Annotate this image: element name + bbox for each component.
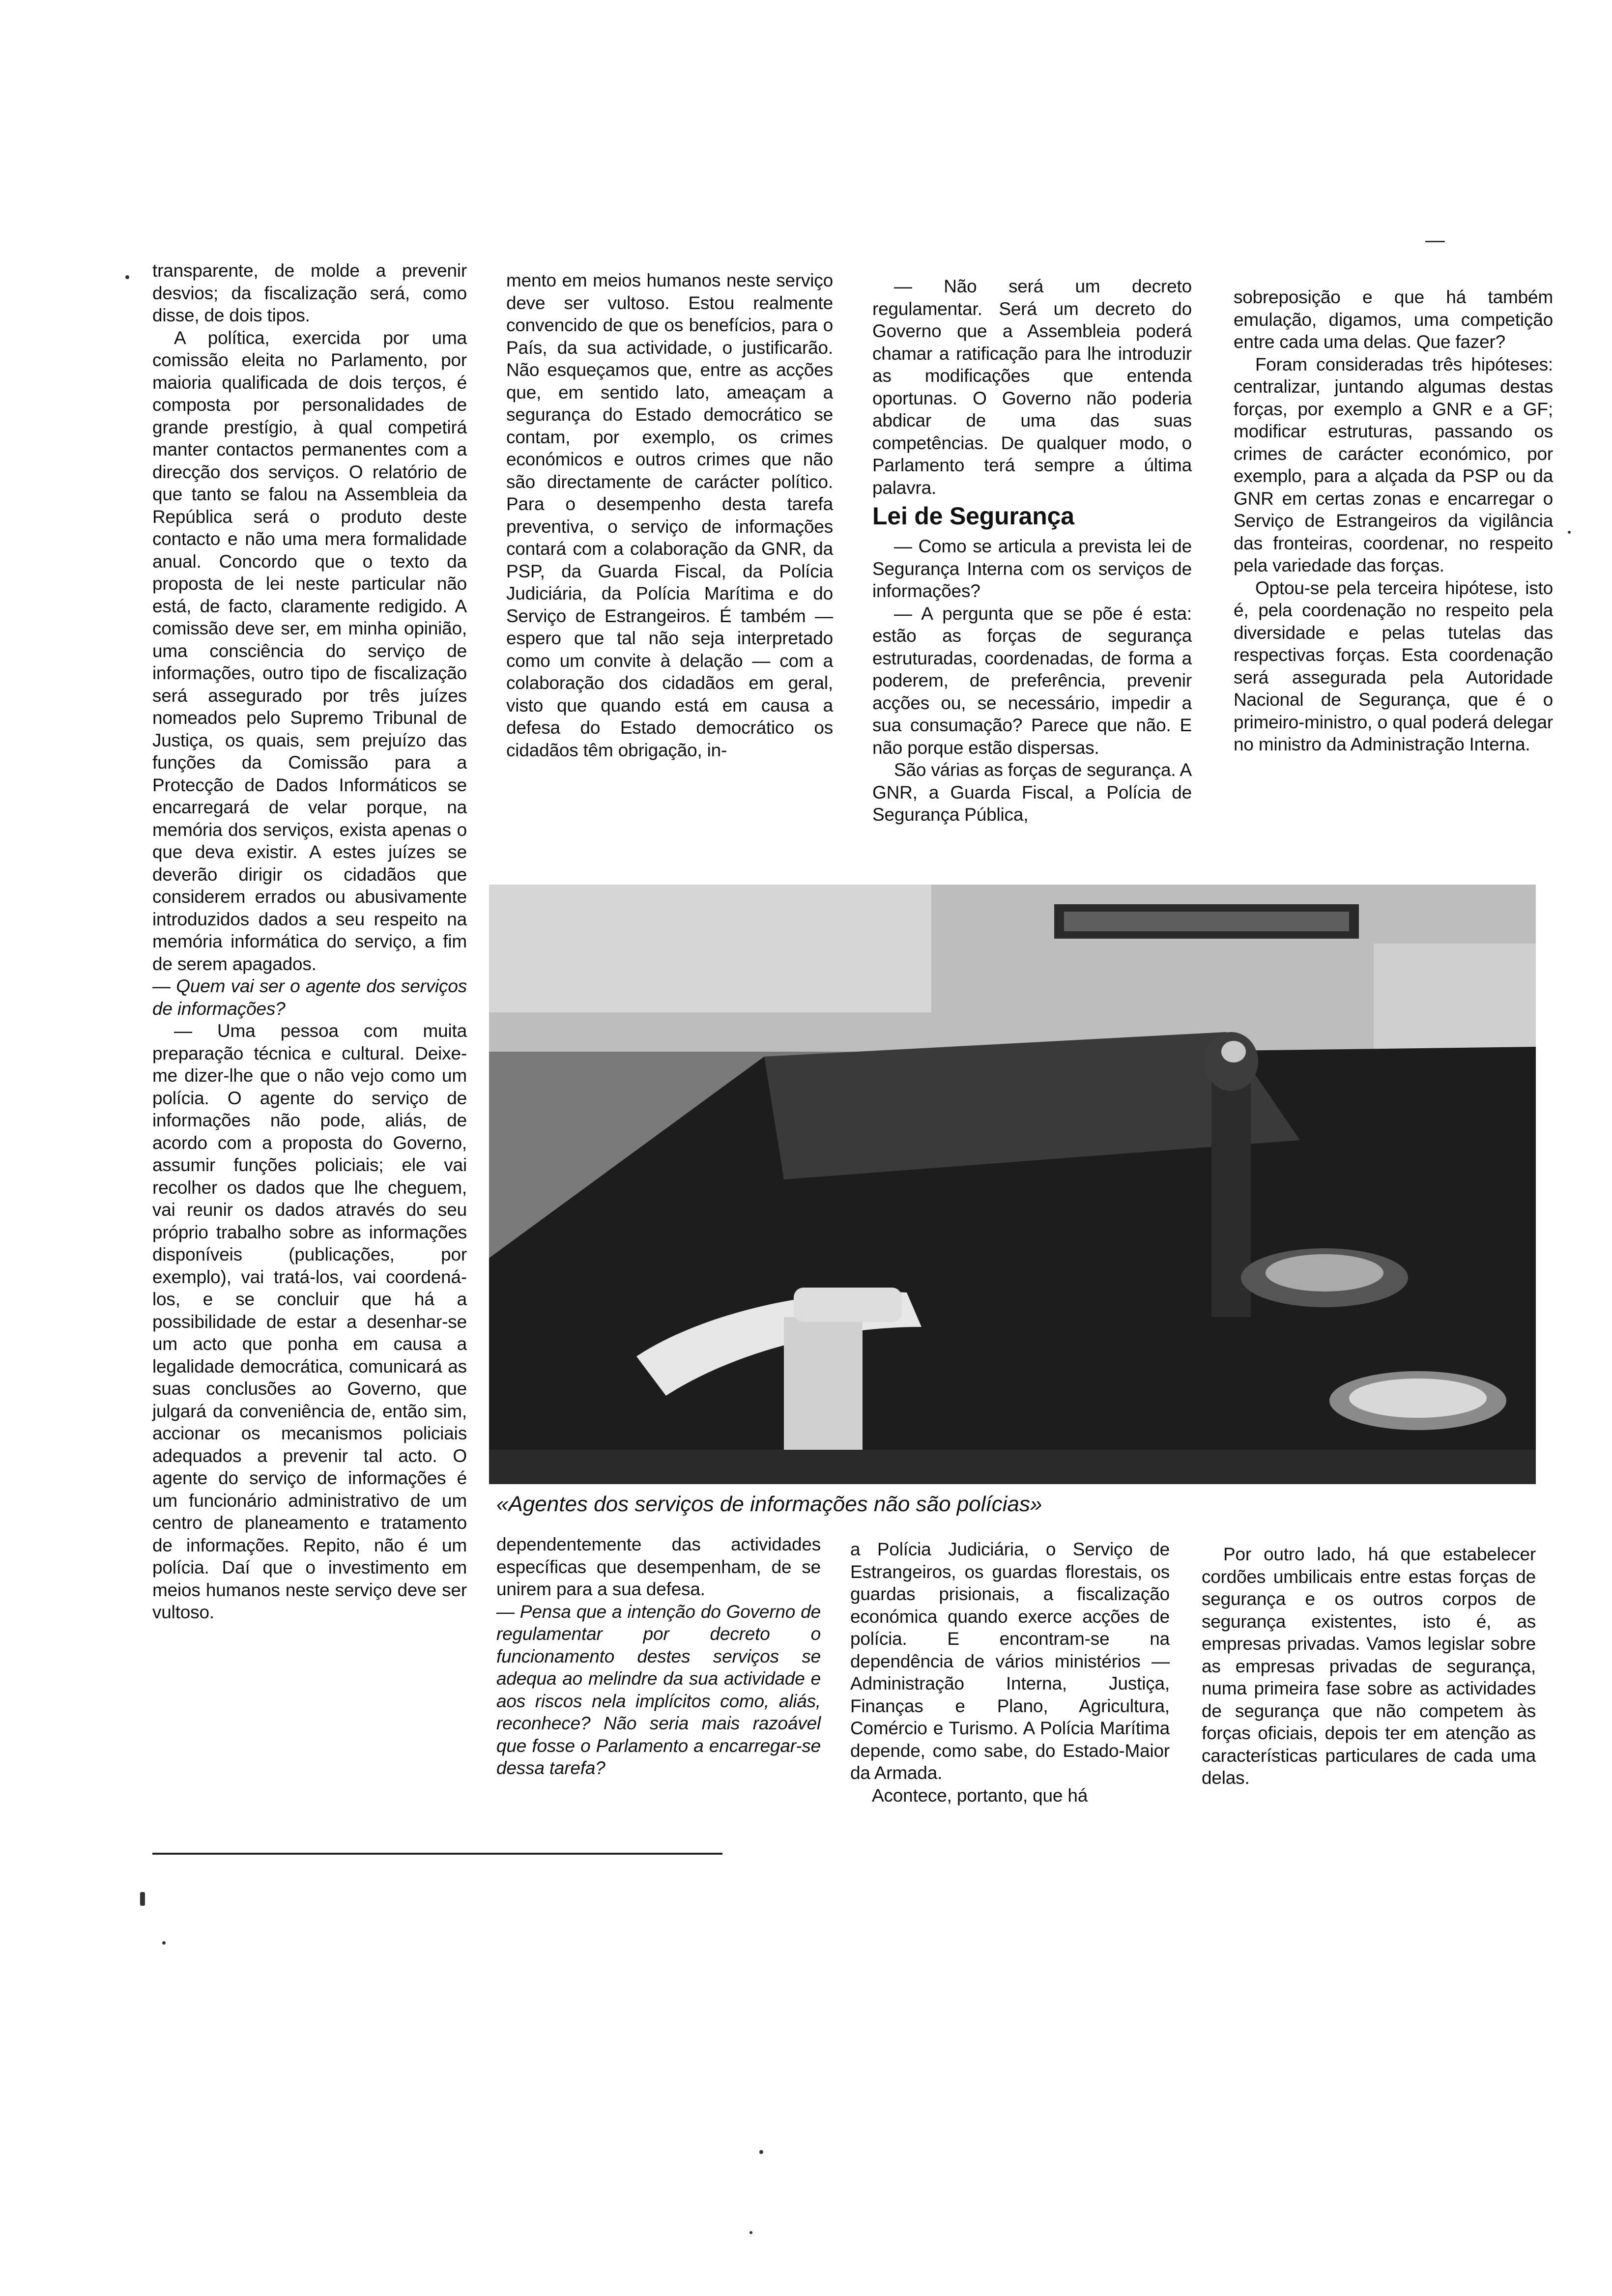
page-divider (152, 1853, 722, 1855)
scan-speck (1568, 531, 1571, 534)
article-paragraph: — Uma pessoa com muita preparação técnica e cultural. Deixe-me dizer-lhe que o não vejo como um polícia. O agente do serviço de informações não pode, aliás, de acordo com a proposta do Governo, assumir funções policiais; ele vai recolher os dados que lhe cheguem, vai reunir os dados através do seu próprio trabalho sobre as informações disponíveis (publicações, por exemplo), vai tratá-los, vai coordená-los, e se concluir que há a possibilidade de estar a desenhar-se um acto que ponha em causa a legalidade democrática, comunicará as suas conclusões ao Governo, que julgará da conveniência de, então sim, accionar os mecanismos policiais adequados a prevenir tal acto. O agente do serviço de informações é um funcionário administrativo de um centro de planeamento e tratamento de informações. Repito, não é um polícia. Daí que o investimento em meios humanos neste serviço deve ser vultoso. (152, 1021, 467, 1622)
interview-question: — Quem vai ser o agente dos serviços de informações? (152, 976, 467, 1019)
scan-speck (162, 1941, 166, 1945)
photo-scene (489, 885, 1536, 1484)
article-column-4 (1234, 286, 1553, 756)
article-column-3 (872, 275, 1192, 826)
article-photo (489, 885, 1536, 1484)
article-paragraph: Foram consideradas três hipóteses: centralizar, juntando algumas destas forças, por exemplo a GNR e a GF; modificar estruturas, passando os crimes de carácter económico, por exemplo, para a alçada da PSP ou da GNR em certas zonas e encarregar o Serviço de Estrangeiros da vigilância das fronteiras, coordenar, no respeito pela variedade das forças. (1234, 354, 1553, 575)
article-paragraph: A política, exercida por uma comissão eleita no Parlamento, por maioria qualificada de dois terços, é composta por personalidades de grande prestígio, à qual competirá manter contactos permanentes com a direcção dos serviços. O relatório de que tanto se falou na Assembleia da República será o produto deste contacto e não uma mera formalidade anual. Concordo que o texto da proposta de lei neste particular não está, de facto, claramente redigido. A comissão deve ser, em minha opinião, uma consciência do serviço de informações, outro tipo de fiscalização será assegurado por três juízes nomeados pelo Supremo Tribunal de Justiça, os quais, sem prejuízo das funções da Comissão para a Protecção de Dados Informáticos se encarregará de velar porque, na memória dos serviços, exista apenas o que deva existir. A estes juízes se deverão dirigir os cidadãos que considerem errados ou abusivamente introduzidos dados a seu respeito na memória informática do serviço, a fim de serem apagados. (152, 327, 467, 974)
article-paragraph: dependentemente das actividades específicas que desempenham, de se unirem para a sua defesa. (496, 1534, 821, 1599)
article-paragraph: Por outro lado, há que estabelecer cordões umbilicais entre estas forças de segurança e os outros corpos de segurança existentes, isto é, as empresas privadas. Vamos legislar sobre as empresas privadas de segurança, numa primeira fase sobre as actividades de segurança que não competem às forças oficiais, depois ter em atenção as características particulares de cada uma delas. (1202, 1544, 1536, 1788)
article-column-6 (850, 1538, 1170, 1807)
article-column-2 (506, 269, 833, 761)
article-paragraph: Acontece, portanto, que há (872, 1785, 1088, 1806)
article-paragraph: — Não será um decreto regulamentar. Será um decreto do Governo que a Assembleia poderá chamar a ratificação para lhe introduzir as modificações que entenda oportunas. O Governo não poderia abdicar de uma das suas competências. De qualquer modo, o Parlamento terá sempre a última palavra. (872, 276, 1192, 498)
scan-speck (1425, 241, 1445, 242)
article-paragraph: São várias as forças de segurança. A GNR, a Guarda Fiscal, a Polícia de Segurança Pública, (872, 760, 1192, 825)
article-column-7 (1202, 1543, 1536, 1789)
scan-speck (749, 2231, 752, 2234)
article-paragraph: a Polícia Judiciária, o Serviço de Estrangeiros, os guardas florestais, os guardas prisionais, a fiscalização económica quando exerce acções de polícia. E encontram-se na dependência de vários ministérios — Administração Interna, Justiça, Finanças e Plano, Agricultura, Comércio e Turismo. A Polícia Marítima depende, como sabe, do Estado-Maior da Armada. (850, 1539, 1170, 1783)
photo-caption: «Agentes dos serviços de informações não são polícias» (496, 1492, 1042, 1516)
article-paragraph: sobreposição e que há também emulação, digamos, uma competição entre cada uma delas. Que fazer? (1234, 287, 1553, 352)
article-paragraph: Optou-se pela terceira hipótese, isto é, pela coordenação no respeito pela diversidade e pelas tutelas das respectivas forças. Esta coordenação será assegurada pela Autoridade Nacional de Segurança, que é o primeiro-ministro, o qual poderá delegar no ministro da Administração Interna. (1234, 577, 1553, 754)
scan-speck (759, 2150, 763, 2154)
section-heading: Lei de Segurança (872, 502, 1074, 530)
article-paragraph: transparente, de molde a prevenir desvios; da fiscalização será, como disse, de dois tipos. (152, 260, 467, 325)
article-paragraph: mento em meios humanos neste serviço deve ser vultoso. Estou realmente convencido de que os benefícios, para o País, da sua actividade, o justificarão. Não esqueçamos que, entre as acções que, em sentido lato, ameaçam a segurança do Estado democrático se contam, por exemplo, os crimes económicos e outros crimes que não são directamente de carácter político. Para o desempenho desta tarefa preventiva, o serviço de informações contará com a colaboração da GNR, da PSP, da Guarda Fiscal, da Polícia Judiciária, da Polícia Marítima e do Serviço de Estrangeiros. É também — espero que tal não seja interpretado como um convite à delação — com a colaboração dos cidadãos em geral, visto que quando está em causa a defesa do Estado democrático os cidadãos têm obrigação, in- (506, 270, 833, 760)
article-paragraph: — Como se articula a prevista lei de Segurança Interna com os serviços de informações? (872, 536, 1192, 601)
article-paragraph: — A pergunta que se põe é esta: estão as forças de segurança estruturadas, coordenadas, de forma a poderem, de preferência, prevenir acções ou, se necessário, impedir a sua consumação? Parece que não. E não porque estão dispersas. (872, 603, 1192, 758)
article-column-5 (496, 1533, 821, 1779)
scan-speck (125, 275, 129, 279)
scan-speck (140, 1892, 145, 1906)
article-column-1 (152, 259, 467, 1624)
interview-question: — Pensa que a intenção do Governo de regulamentar por decreto o funcionamento destes serviços se adequa ao melindre da sua actividade e aos riscos nela implícitos como, aliás, reconhece? Não seria mais razoável que fosse o Parlamento a encarregar-se dessa tarefa? (496, 1601, 821, 1778)
